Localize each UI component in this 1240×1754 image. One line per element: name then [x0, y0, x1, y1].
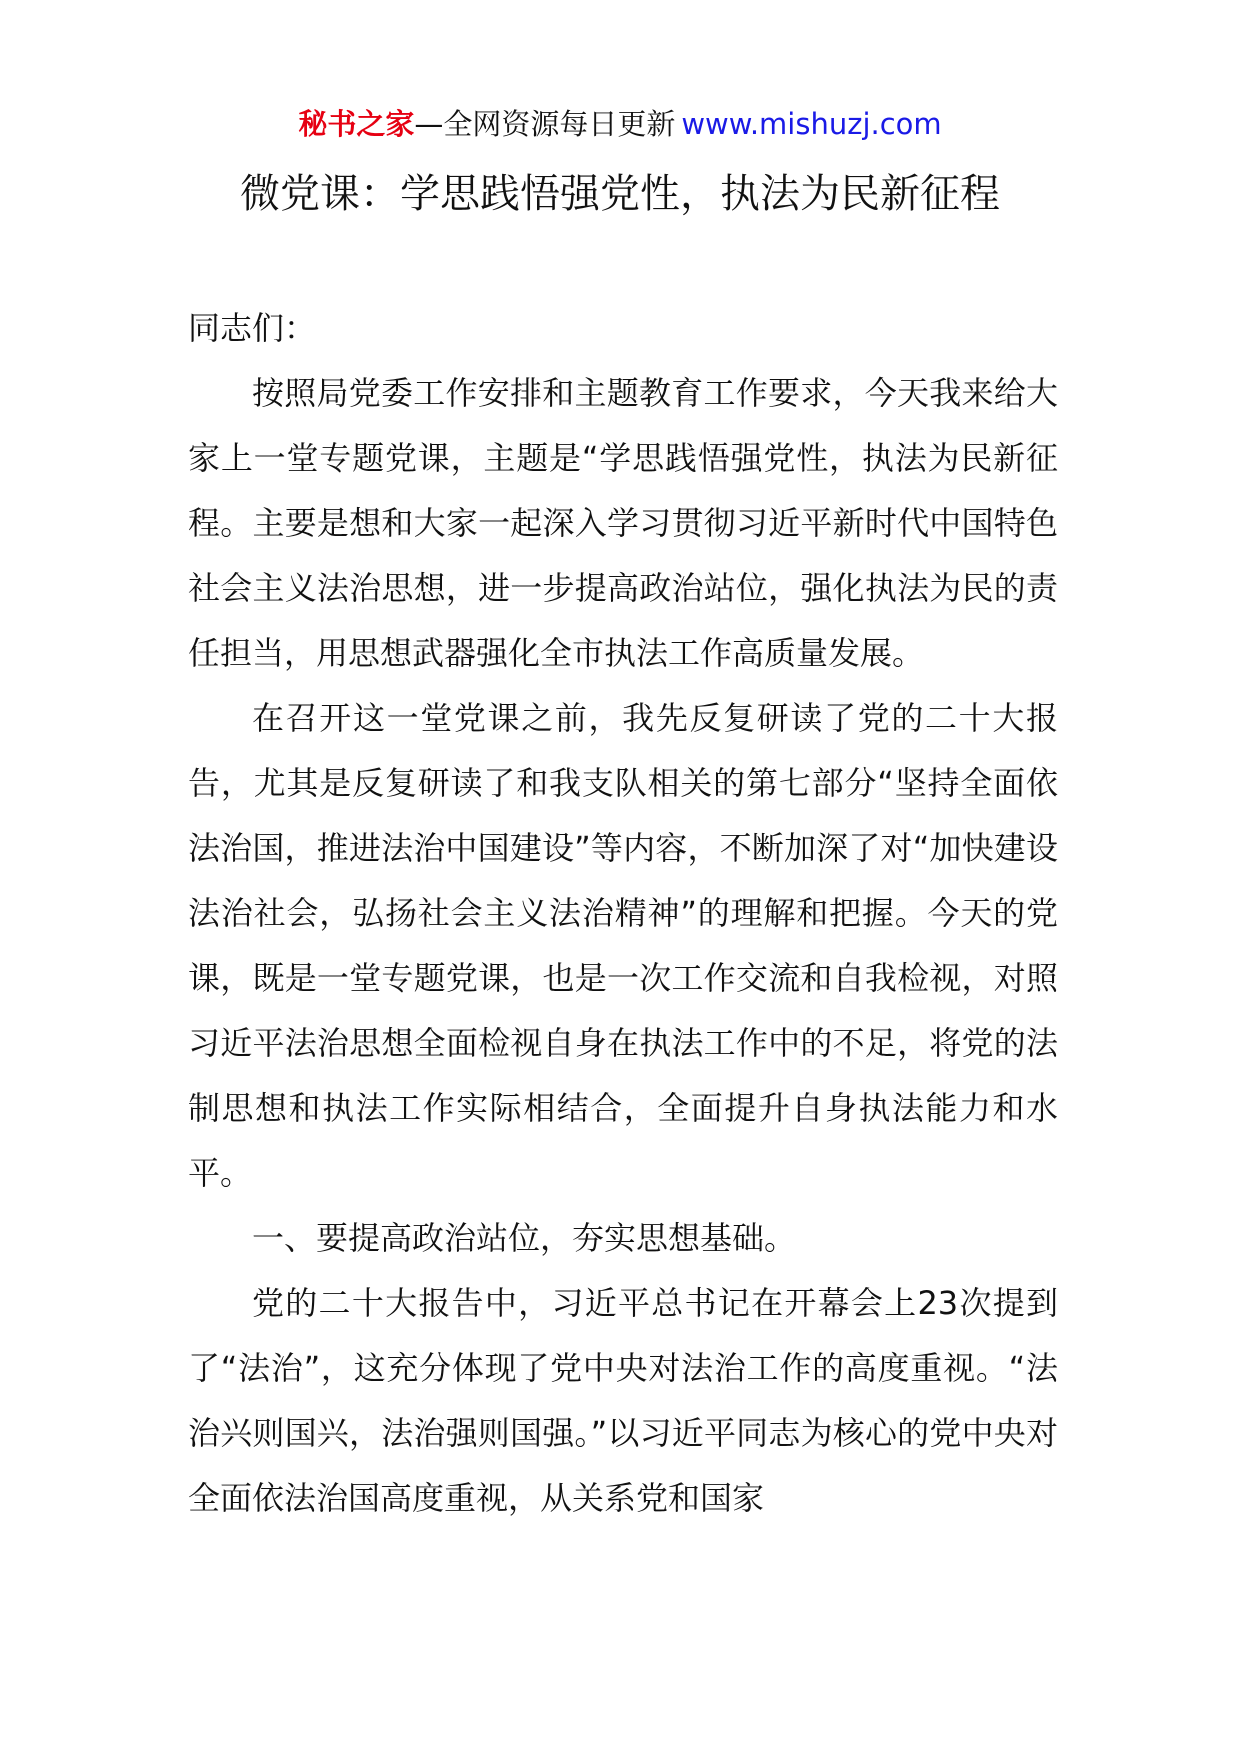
section-heading-1: 一、要提高政治站位，夯实思想基础。 [252, 1219, 797, 1257]
header-tagline: —全网资源每日更新 [414, 107, 676, 141]
site-header [0, 104, 1240, 144]
greeting: 同志们： [188, 309, 317, 347]
body-paragraph-2: 在召开这一堂党课之前，我先反复研读了党的二十大报告，尤其是反复研读了和我支队相关的第七部分“坚持全面依法治国，推进法治中国建设”等内容，不断加深了对“加快建设法治社会，弘扬社会主义法治精神”的理解和把握。今天的党课，既是一堂专题党课，也是一次工作交流和自我检视，对照习近平法治思想全面检视自身在执法工作中的不足，将党的法制思想和执法工作实际相结合，全面提升自身执法能力和水平。 [188, 699, 1058, 1192]
document-title: 微党课：学思践悟强党性，执法为民新征程 [240, 171, 1000, 217]
site-url-link[interactable]: www.mishuzj.com [681, 107, 942, 141]
section-paragraph-1: 党的二十大报告中，习近平总书记在开幕会上23次提到了“法治”，这充分体现了党中央对法治工作的高度重视。“法治兴则国兴，法治强则国强。”以习近平同志为核心的党中央对全面依法治国高度重视，从关系党和国家 [188, 1284, 1058, 1517]
brand-name: 秘书之家 [298, 107, 415, 141]
document-body [188, 296, 1058, 1531]
body-paragraph-1: 按照局党委工作安排和主题教育工作要求，今天我来给大家上一堂专题党课，主题是“学思践悟强党性，执法为民新征程。主要是想和大家一起深入学习贯彻习近平新时代中国特色社会主义法治思想，进一步提高政治站位，强化执法为民的责任担当，用思想武器强化全市执法工作高质量发展。 [188, 374, 1058, 672]
